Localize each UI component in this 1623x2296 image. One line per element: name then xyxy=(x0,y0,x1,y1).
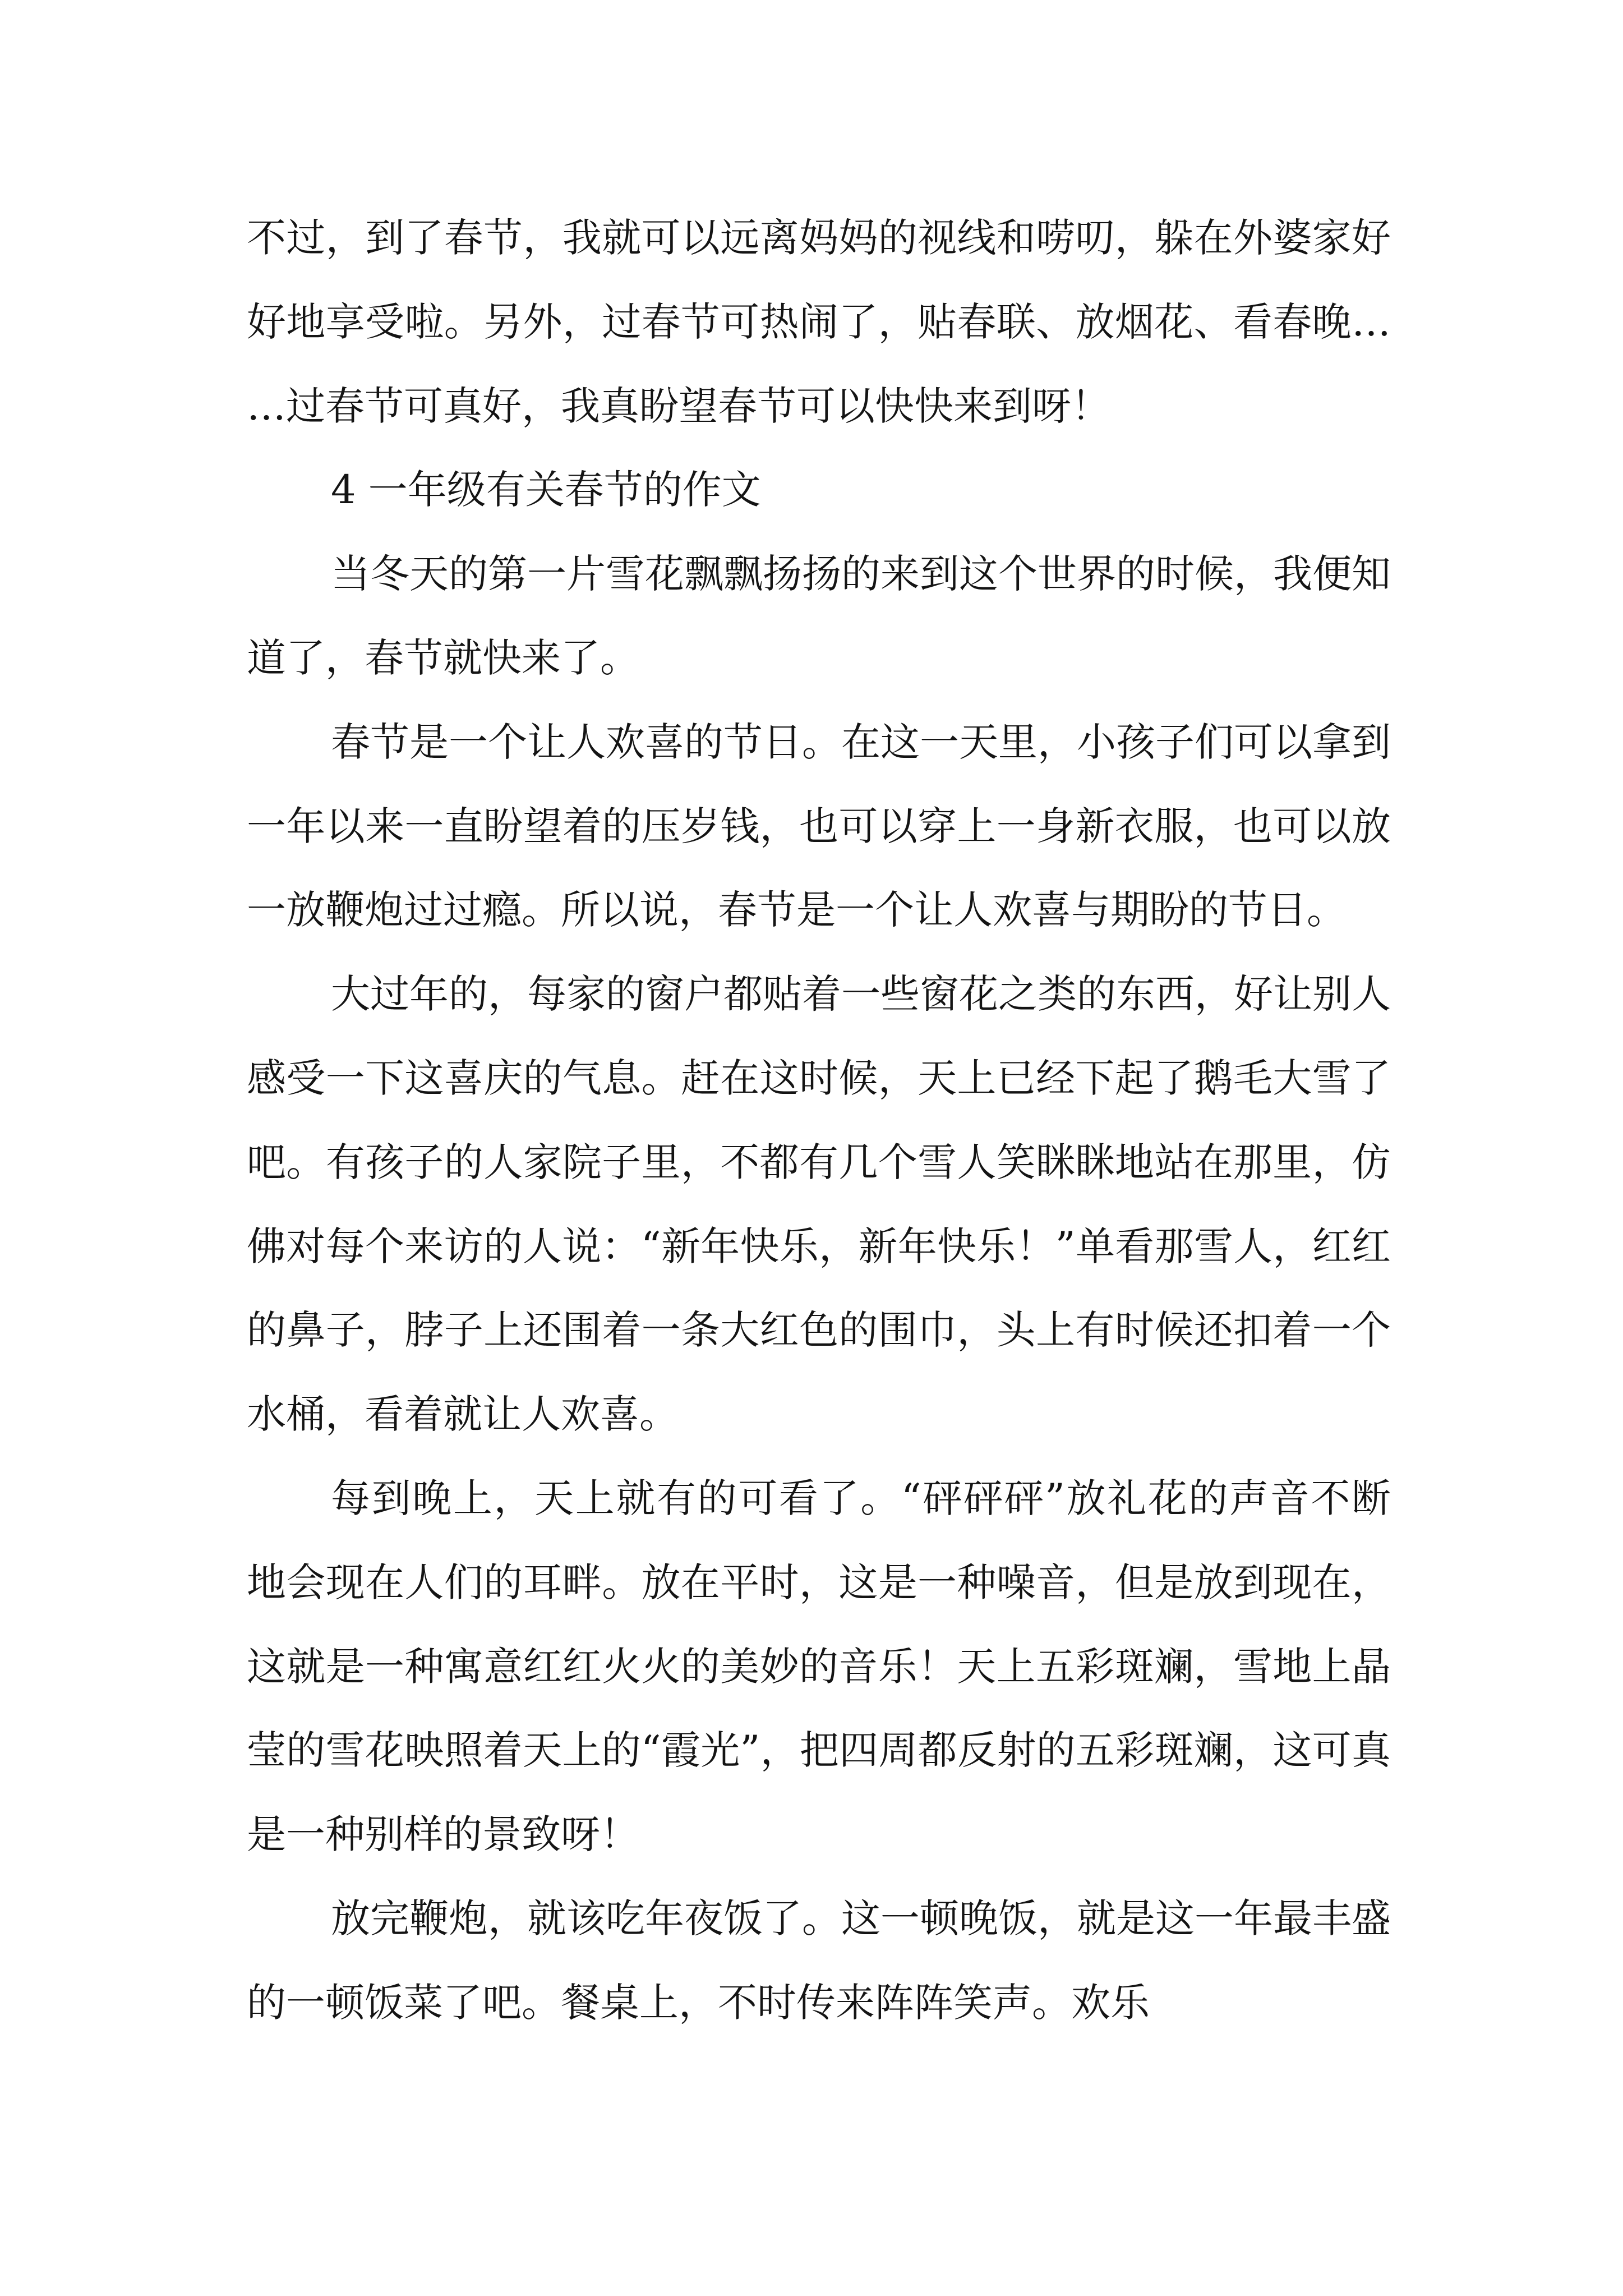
paragraph-2: 春节是一个让人欢喜的节日。在这一天里，小孩子们可以拿到一年以来一直盼望着的压岁钱，也可以穿上一身新衣服，也可以放一放鞭炮过过瘾。所以说，春节是一个让人欢喜与期盼的节日。 xyxy=(247,719,1391,933)
paragraph-continuation: 不过，到了春节，我就可以远离妈妈的视线和唠叨，躲在外婆家好好地享受啦。另外，过春节可热闹了，贴春联、放烟花、看春晚……过春节可真好，我真盼望春节可以快快来到呀！ xyxy=(247,215,1391,429)
paragraph-5: 放完鞭炮，就该吃年夜饭了。这一顿晚饭，就是这一年最丰盛的一顿饭菜了吧。餐桌上，不时传来阵阵笑声。欢乐 xyxy=(247,1895,1391,2026)
paragraph-3: 大过年的，每家的窗户都贴着一些窗花之类的东西，好让别人感受一下这喜庆的气息。赶在这时候，天上已经下起了鹅毛大雪了吧。有孩子的人家院子里，不都有几个雪人笑眯眯地站在那里，仿佛对每个来访的人说：“新年快乐，新年快乐！”单看那雪人，红红的鼻子，脖子上还围着一条大红色的围巾，头上有时候还扣着一个水桶，看着就让人欢喜。 xyxy=(247,971,1391,1438)
section-heading: 4 一年级有关春节的作文 xyxy=(331,467,761,513)
paragraph-1: 当冬天的第一片雪花飘飘扬扬的来到这个世界的时候，我便知道了，春节就快来了。 xyxy=(247,551,1391,681)
essay-text xyxy=(247,196,1391,2045)
paragraph-4: 每到晚上，天上就有的可看了。“砰砰砰”放礼花的声音不断地会现在人们的耳畔。放在平时，这是一种噪音，但是放到现在，这就是一种寓意红红火火的美妙的音乐！天上五彩斑斓，雪地上晶莹的雪花映照着天上的“霞光”，把四周都反射的五彩斑斓，这可真是一种别样的景致呀！ xyxy=(247,1475,1391,1858)
